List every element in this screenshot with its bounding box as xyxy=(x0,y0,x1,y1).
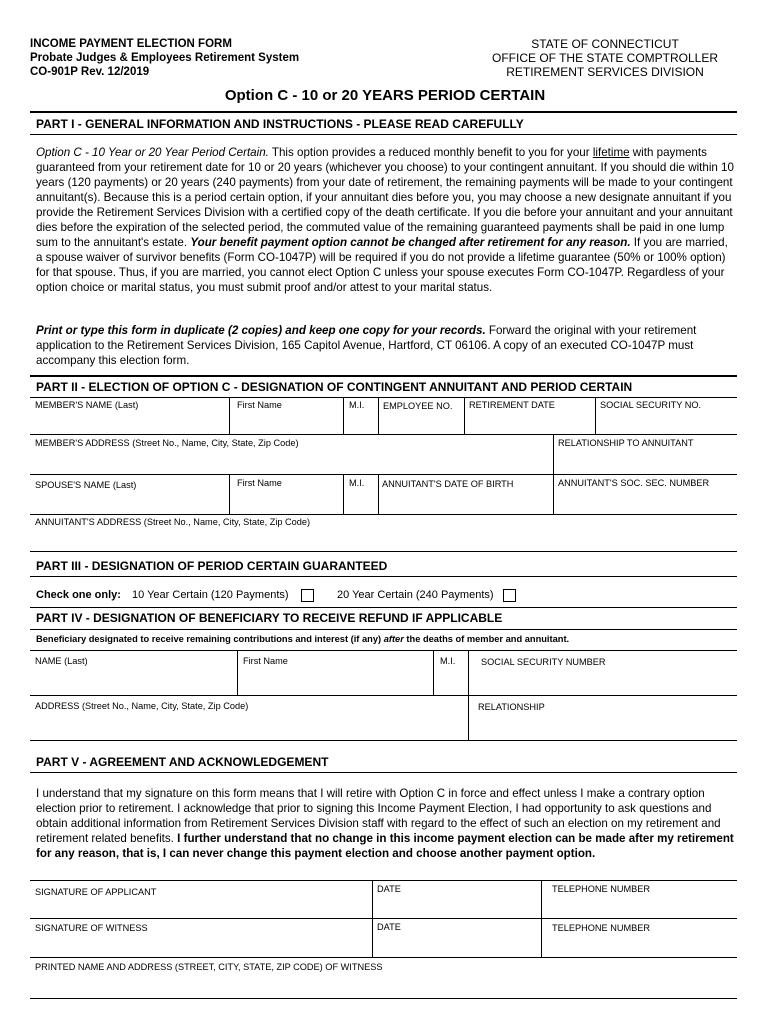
grid-line xyxy=(30,434,737,435)
check-one-label: Check one only: xyxy=(36,589,121,601)
divider xyxy=(30,629,737,630)
option-10-checkbox[interactable] xyxy=(301,589,314,602)
grid-line xyxy=(30,514,737,515)
annuitants-dob-field[interactable]: ANNUITANT'S DATE OF BIRTH xyxy=(382,479,514,489)
divider xyxy=(30,576,737,577)
grid-line xyxy=(30,740,737,741)
relationship-to-annuitant-field[interactable]: RELATIONSHIP TO ANNUITANT xyxy=(558,438,694,448)
divider xyxy=(30,607,737,608)
grid-line xyxy=(30,474,737,475)
text: with payments guaranteed from your retirement date for 10 or 20 years (whichever you choose) to your contingent annuitant. If you should die within 10 years (120 payments) or 20 years (240 payments) from your date of retirement, the remaining payments will be made to your contingent annuitant(s). Because this is a period certain option, if your annuitant dies before you, you may choose a new designate annuitant if you provide the Retirement Services Division with a certified copy of the death certificate. If you die before your annuitant and your annuitant dies before the expiration of the selected period, the commuted value of the remaining guaranteed payments shall be paid in one lump sum to the annuitant's estate. xyxy=(36,146,734,249)
annuitants-ssn-field[interactable]: ANNUITANT'S SOC. SEC. NUMBER xyxy=(558,478,710,488)
agency-header xyxy=(470,37,740,79)
part2-heading: PART II - ELECTION OF OPTION C - DESIGNATION OF CONTINGENT ANNUITANT AND PERIOD CERTAIN xyxy=(36,380,633,394)
form-title: INCOME PAYMENT ELECTION FORM xyxy=(30,38,232,50)
part1-paragraph xyxy=(36,145,736,295)
beneficiary-ssn-field[interactable]: SOCIAL SECURITY NUMBER xyxy=(481,657,606,667)
grid-line xyxy=(237,650,238,695)
agency-division: RETIREMENT SERVICES DIVISION xyxy=(506,65,704,79)
witness-signature-field[interactable]: SIGNATURE OF WITNESS xyxy=(35,923,148,933)
grid-line xyxy=(30,998,737,999)
part4-heading: PART IV - DESIGNATION OF BENEFICIARY TO RECEIVE REFUND IF APPLICABLE xyxy=(36,611,503,625)
grid-line xyxy=(30,918,737,919)
witness-telephone-field[interactable]: TELEPHONE NUMBER xyxy=(552,923,651,933)
divider xyxy=(30,772,737,773)
agreement-paragraph xyxy=(36,786,736,861)
grid-line xyxy=(30,551,737,552)
print-instruction: Print or type this form in duplicate (2 copies) and keep one copy for your records. xyxy=(36,324,486,337)
grid-line xyxy=(229,397,230,434)
members-name-field[interactable]: MEMBER'S NAME (Last) xyxy=(35,400,139,410)
form-header-left xyxy=(30,37,299,79)
spouse-first-name-field[interactable]: First Name xyxy=(237,478,282,488)
employee-no-field[interactable]: EMPLOYEE NO. xyxy=(383,401,453,411)
retirement-date-field[interactable]: RETIREMENT DATE xyxy=(469,400,555,410)
grid-line xyxy=(464,397,465,434)
part1-heading: PART I - GENERAL INFORMATION AND INSTRUCTIONS - PLEASE READ CAREFULLY xyxy=(36,117,524,131)
grid-line xyxy=(553,474,554,514)
text: the deaths of member and annuitant. xyxy=(403,634,570,644)
text: Beneficiary designated to receive remaining contributions and interest (if any) xyxy=(36,634,384,644)
divider xyxy=(30,397,737,398)
ssn-field[interactable]: SOCIAL SECURITY NO. xyxy=(600,400,702,410)
text: This option provides a reduced monthly benefit to you for your xyxy=(268,146,593,159)
text: I understand that my signature on this form means that I will retire with Option C in force and effect unless I make a contrary option election prior to retirement. I acknowledge that prior to signing this Income Payment Election, I had opportunity to ask questions and obtain additional information from Retirement Services Division staff with regard to the effect of such an election on my retirement and retirement related benefits. xyxy=(36,787,721,845)
agreement-bold: I further understand that no change in this income payment election can be made after my retirement for any reason, that is, I can never change this payment election and choose another payment option. xyxy=(36,832,734,860)
after-text: after xyxy=(383,634,404,644)
beneficiary-address-field[interactable]: ADDRESS (Street No., Name, City, State, Zip Code) xyxy=(35,701,249,711)
grid-line xyxy=(378,397,379,434)
applicant-signature-field[interactable]: SIGNATURE OF APPLICANT xyxy=(35,887,157,897)
witness-printed-name-field[interactable]: PRINTED NAME AND ADDRESS (STREET, CITY, STATE, ZIP CODE) OF WITNESS xyxy=(35,962,383,972)
grid-line xyxy=(553,434,554,474)
system-name: Probate Judges & Employees Retirement System xyxy=(30,52,300,64)
grid-line xyxy=(343,397,344,434)
applicant-telephone-field[interactable]: TELEPHONE NUMBER xyxy=(552,884,651,894)
beneficiary-name-field[interactable]: NAME (Last) xyxy=(35,656,88,666)
beneficiary-relationship-field[interactable]: RELATIONSHIP xyxy=(478,702,545,712)
warning-text: Your benefit payment option cannot be changed after retirement for any reason. xyxy=(190,236,631,249)
grid-line xyxy=(372,880,373,957)
grid-line xyxy=(343,474,344,514)
applicant-date-field[interactable]: DATE xyxy=(377,884,401,894)
part3-heading: PART III - DESIGNATION OF PERIOD CERTAIN GUARANTEED xyxy=(36,559,388,573)
lifetime-text: lifetime xyxy=(592,146,630,159)
grid-line xyxy=(378,474,379,514)
grid-line xyxy=(30,880,737,881)
grid-line xyxy=(468,650,469,740)
option-10-label: 10 Year Certain (120 Payments) xyxy=(132,589,289,601)
divider xyxy=(30,111,737,113)
spouse-mi-field[interactable]: M.I. xyxy=(349,478,365,488)
divider xyxy=(30,134,737,135)
instructions-paragraph xyxy=(36,323,736,368)
grid-line xyxy=(433,650,434,695)
grid-line xyxy=(229,474,230,514)
part5-heading: PART V - AGREEMENT AND ACKNOWLEDGEMENT xyxy=(36,755,329,769)
grid-line xyxy=(595,397,596,434)
text: Forward the original with your retirement application to the Retirement Services Division, 165 Capitol Avenue, Hartford, CT 06106. A copy of an executed CO-1047P must accompany this election form. xyxy=(36,324,697,367)
beneficiary-mi-field[interactable]: M.I. xyxy=(440,656,456,666)
annuitants-address-field[interactable]: ANNUITANT'S ADDRESS (Street No., Name, City, State, Zip Code) xyxy=(35,517,311,527)
beneficiary-first-name-field[interactable]: First Name xyxy=(243,656,288,666)
form-number: CO-901P Rev. 12/2019 xyxy=(30,66,150,78)
text: If you are married, a spouse waiver of survivor benefits (Form CO-1047P) will be required if you do not provide a lifetime guarantee (50% or 100% option) for that spouse. Thus, if you are married, you cannot elect Option C unless your spouse executes Form CO-1047P. Regardless of your option choice or marital status, you must submit proof and/or attest to your marital status. xyxy=(36,236,728,294)
members-address-field[interactable]: MEMBER'S ADDRESS (Street No., Name, City, State, Zip Code) xyxy=(35,438,299,448)
grid-line xyxy=(30,695,737,696)
beneficiary-note xyxy=(36,634,569,644)
divider xyxy=(30,375,737,377)
mi-field[interactable]: M.I. xyxy=(349,400,365,410)
document-title: Option C - 10 or 20 YEARS PERIOD CERTAIN xyxy=(224,87,546,104)
option-20-label: 20 Year Certain (240 Payments) xyxy=(337,589,494,601)
option-20-checkbox[interactable] xyxy=(503,589,516,602)
witness-date-field[interactable]: DATE xyxy=(377,922,401,932)
option-c-title: Option C - 10 Year or 20 Year Period Certain. xyxy=(36,146,269,159)
agency-state: STATE OF CONNECTICUT xyxy=(531,37,679,51)
grid-line xyxy=(30,957,737,958)
agency-office: OFFICE OF THE STATE COMPTROLLER xyxy=(491,51,719,65)
grid-line xyxy=(541,880,542,957)
grid-line xyxy=(30,650,737,651)
first-name-field[interactable]: First Name xyxy=(237,400,282,410)
spouses-name-field[interactable]: SPOUSE'S NAME (Last) xyxy=(35,480,137,490)
